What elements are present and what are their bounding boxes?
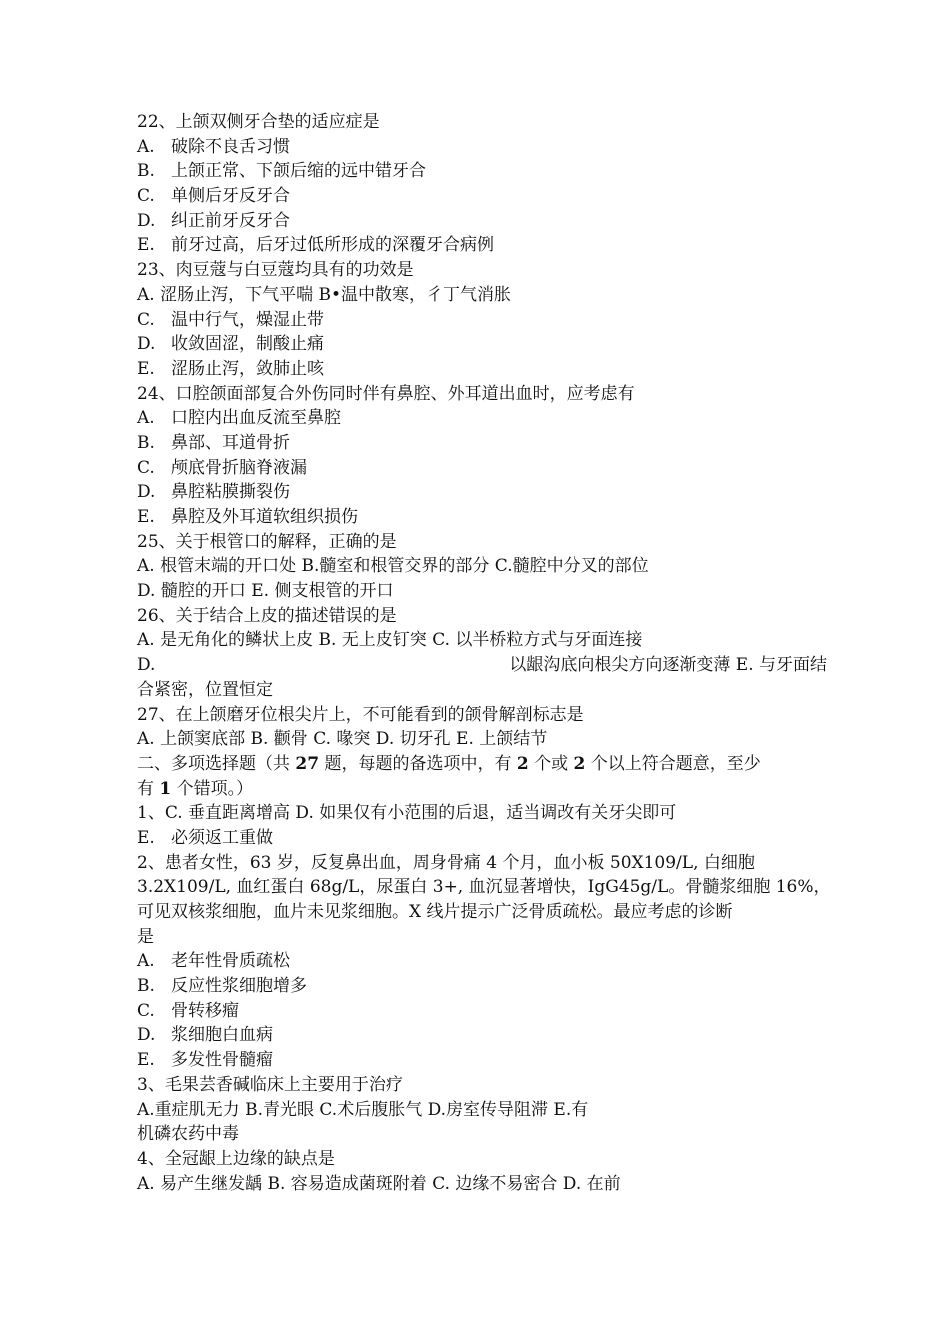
text-line: [137, 332, 827, 357]
text-segment: 二、多项选择题（共: [137, 753, 296, 774]
option-key: D.: [137, 210, 156, 231]
text-line: 24、口腔颌面部复合外伤同时伴有鼻腔、外耳道出血时，应考虑有: [137, 383, 635, 404]
text-line: A. 易产生继发龋 B. 容易造成菌斑附着 C. 边缘不易密合 D. 在前: [137, 1173, 621, 1194]
option-text: 前牙过高，后牙过低所形成的深覆牙合病例: [171, 235, 494, 256]
text-line: [137, 209, 827, 234]
text-line: [137, 159, 827, 184]
text-line: [137, 999, 827, 1024]
text-line: A.重症肌无力 B.青光眼 C.术后腹胀气 D.房室传导阻滞 E.有: [137, 1099, 589, 1120]
text-line: 1、C. 垂直距离增高 D. 如果仅有小范围的后退，适当调改有关牙尖即可: [137, 803, 677, 824]
text-line: A. 上颌窦底部 B. 颧骨 C. 喙突 D. 切牙孔 E. 上颌结节: [137, 729, 548, 750]
option-text: 骨转移瘤: [171, 1000, 239, 1021]
option-key: B.: [137, 976, 155, 997]
text-line: [137, 357, 827, 382]
text-line: [137, 431, 827, 456]
option-key: A.: [137, 951, 155, 972]
option-text: 浆细胞白血病: [171, 1025, 273, 1046]
option-key: B.: [137, 161, 155, 182]
text-line: A. 是无角化的鳞状上皮 B. 无上皮钉突 C. 以半桥粒方式与牙面连接: [137, 630, 643, 651]
bold-number: 27: [295, 753, 320, 774]
option-key: C.: [137, 309, 155, 330]
option-text: 涩肠止泻，敛肺止咳: [171, 358, 324, 379]
text-line: 合紧密，位置恒定: [137, 679, 273, 700]
text-line: [137, 653, 827, 678]
text-line: [137, 1023, 827, 1048]
text-line: [137, 135, 827, 160]
text-segment: 个错项。）: [171, 778, 254, 799]
text-line: D. 髓腔的开口 E. 侧支根管的开口: [137, 581, 394, 602]
option-text: 多发性骨髓瘤: [171, 1050, 273, 1071]
text-line: 可见双核浆细胞，血片未见浆细胞。X 线片提示广泛骨质疏松。最应考虑的诊断: [137, 902, 733, 922]
text-line: 2、患者女性，63 岁，反复鼻出血，周身骨痛 4 个月，血小板 50X109/L, 白细胞: [137, 852, 755, 873]
text-line: [137, 233, 827, 258]
text-segment: 有: [137, 778, 160, 799]
option-key: E.: [137, 507, 155, 527]
option-key: E.: [137, 1050, 155, 1071]
option-key: E.: [137, 827, 155, 848]
option-key: A.: [137, 408, 155, 429]
text-line: [137, 480, 827, 505]
text-line: [137, 456, 827, 481]
option-text: 鼻腔粘膜撕裂伤: [171, 482, 290, 503]
option-text: 鼻部、耳道骨折: [171, 432, 290, 453]
option-text: 颅底骨折脑脊液漏: [171, 457, 307, 478]
text-segment: 个或: [528, 753, 574, 774]
document-body: [137, 110, 831, 1196]
option-text: 破除不良舌习惯: [171, 136, 290, 157]
option-key: A.: [137, 136, 155, 157]
option-text: 单侧后牙反牙合: [171, 186, 290, 207]
text-line: A. 涩肠止泻，下气平喘 B•温中散寒，彳丁气消胀: [137, 284, 512, 305]
bold-number: 2: [573, 753, 586, 774]
option-text: 必须返工重做: [171, 827, 273, 848]
text-line: [137, 777, 827, 802]
text-line: [137, 949, 827, 974]
option-text: 收敛固涩，制酸止痛: [171, 334, 324, 355]
text-line: 3、毛果芸香碱临床上主要用于治疗: [137, 1074, 403, 1095]
text-line: 27、在上颌磨牙位根尖片上，不可能看到的颌骨解剖标志是: [137, 704, 584, 725]
text-line: 22、上颌双侧牙合垫的适应症是: [137, 112, 380, 132]
option-text: 鼻腔及外耳道软组织损伤: [171, 507, 358, 527]
text-line: [137, 826, 827, 851]
option-text: 老年性骨质疏松: [171, 951, 290, 972]
text-line: 是: [137, 926, 154, 947]
text-segment: 题，每题的备选项中，有: [319, 753, 517, 774]
text-line: A. 根管末端的开口处 B.髓室和根管交界的部分 C.髓腔中分叉的部位: [137, 556, 649, 577]
text-line: [137, 974, 827, 999]
text-segment: 个以上符合题意，至少: [585, 753, 761, 774]
text-line: 26、关于结合上皮的描述错误的是: [137, 605, 397, 626]
text-line: [137, 505, 827, 530]
line-left-part: D.: [137, 655, 156, 676]
text-line: [137, 1048, 827, 1073]
text-line: 机磷农药中毒: [137, 1124, 239, 1145]
text-line: [137, 184, 827, 209]
option-key: E.: [137, 358, 155, 379]
text-line: 3.2X109/L, 血红蛋白 68g/L，尿蛋白 3+, 血沉显著增快，IgG45g/L。骨髓浆细胞 16%，: [137, 877, 831, 898]
bold-number: 1: [159, 778, 172, 799]
text-line: 4、全冠龈上边缘的缺点是: [137, 1148, 335, 1169]
option-text: 纠正前牙反牙合: [171, 210, 290, 231]
line-right-part: 以龈沟底向根尖方向逐渐变薄 E. 与牙面结: [509, 655, 827, 676]
option-key: C.: [137, 186, 155, 207]
option-text: 口腔内出血反流至鼻腔: [171, 408, 341, 429]
text-line: [137, 406, 827, 431]
text-line: 23、肉豆蔻与白豆蔻均具有的功效是: [137, 260, 414, 281]
option-key: B.: [137, 432, 155, 453]
text-line: 25、关于根管口的解释，正确的是: [137, 531, 397, 552]
bold-number: 2: [516, 753, 529, 774]
option-text: 上颌正常、下颌后缩的远中错牙合: [171, 161, 426, 182]
option-key: C.: [137, 457, 155, 478]
text-line: [137, 308, 827, 333]
option-key: D.: [137, 1025, 156, 1046]
option-text: 反应性浆细胞增多: [171, 976, 307, 997]
option-key: C.: [137, 1000, 155, 1021]
option-key: D.: [137, 334, 156, 355]
text-line: [137, 752, 827, 777]
option-text: 温中行气，燥湿止带: [171, 309, 324, 330]
option-key: E.: [137, 235, 155, 256]
option-key: D.: [137, 482, 156, 503]
